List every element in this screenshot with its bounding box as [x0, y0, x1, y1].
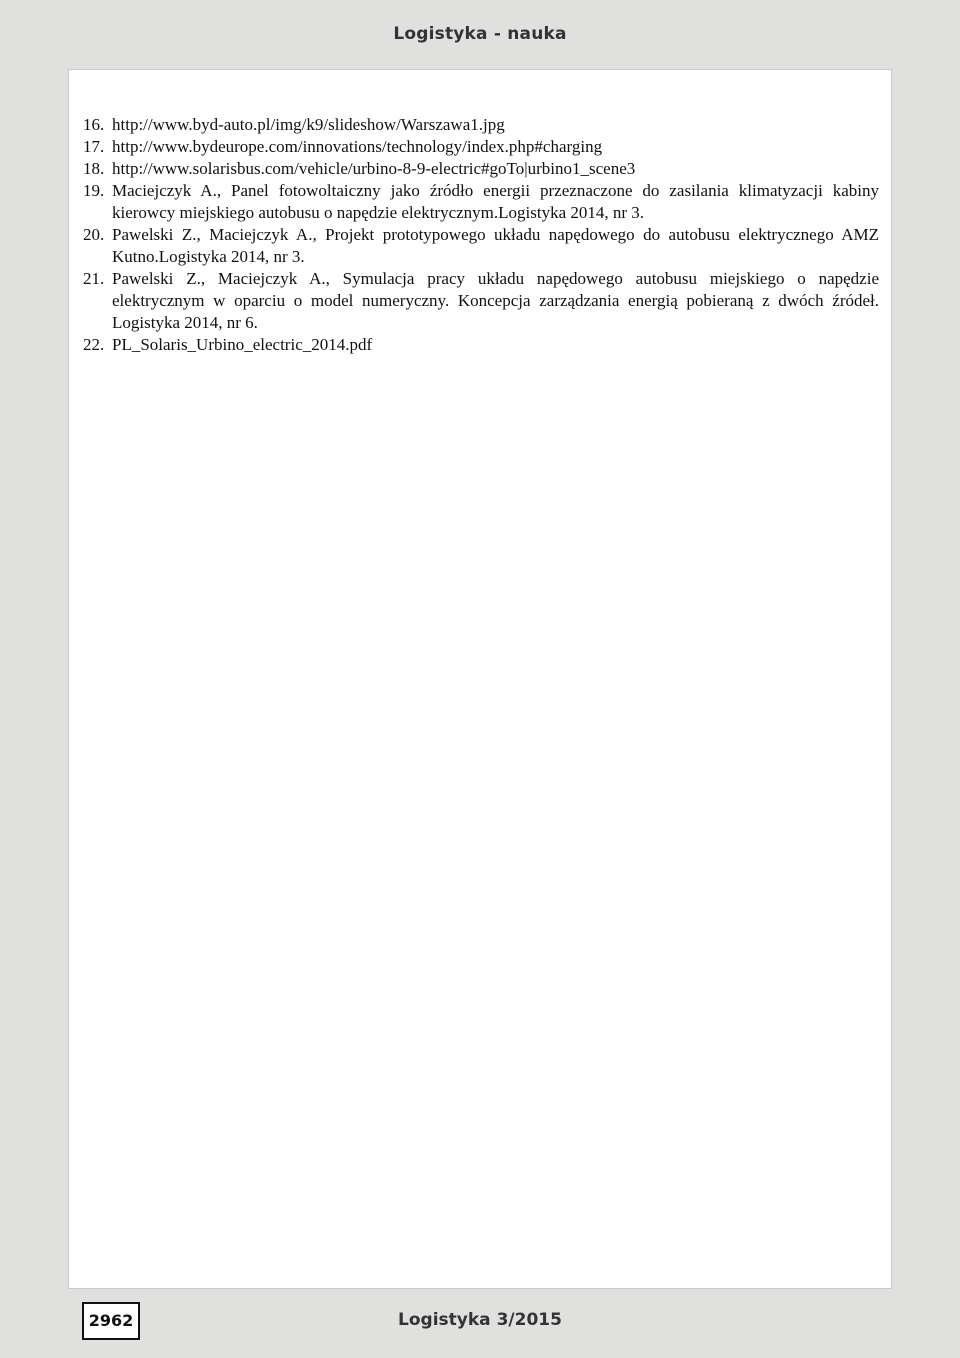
- reference-text: http://www.bydeurope.com/innovations/technology/index.php#charging: [112, 137, 603, 156]
- reference-text: http://www.byd-auto.pl/img/k9/slideshow/Warszawa1.jpg: [112, 115, 505, 134]
- reference-text: PL_Solaris_Urbino_electric_2014.pdf: [112, 335, 373, 354]
- page-number-box: 2962: [82, 1302, 140, 1340]
- reference-number: 19.: [83, 181, 105, 200]
- reference-number: 20.: [83, 225, 105, 244]
- reference-number: 16.: [83, 115, 105, 134]
- running-header: Logistyka - nauka: [393, 24, 567, 44]
- reference-item: [83, 158, 879, 180]
- page-content: [68, 69, 892, 1289]
- running-footer: Logistyka 3/2015: [398, 1310, 562, 1330]
- reference-text: Pawelski Z., Maciejczyk A., Symulacja pracy układu napędowego autobusu miejskiego o napędzie elektrycznym w oparciu o model numeryczny. Koncepcja zarządzania energią pobieraną z dwóch źródeł. Logistyka 2014, nr 6.: [112, 269, 879, 332]
- reference-item: [83, 180, 879, 224]
- reference-number: 17.: [83, 137, 105, 156]
- reference-text: Pawelski Z., Maciejczyk A., Projekt prototypowego układu napędowego do autobusu elektrycznego AMZ Kutno.Logistyka 2014, nr 3.: [112, 225, 879, 266]
- reference-item: [83, 136, 879, 158]
- reference-number: 18.: [83, 159, 105, 178]
- reference-text: http://www.solarisbus.com/vehicle/urbino-8-9-electric#goTo|urbino1_scene3: [112, 159, 636, 178]
- reference-list: [83, 114, 879, 356]
- reference-number: 22.: [83, 335, 105, 354]
- reference-item: [83, 268, 879, 334]
- reference-text: Maciejczyk A., Panel fotowoltaiczny jako źródło energii przeznaczone do zasilania klimatyzacji kabiny kierowcy miejskiego autobusu o napędzie elektrycznym.Logistyka 2014, nr 3.: [112, 181, 879, 222]
- reference-item: [83, 334, 879, 356]
- reference-item: [83, 224, 879, 268]
- reference-item: [83, 114, 879, 136]
- reference-number: 21.: [83, 269, 105, 288]
